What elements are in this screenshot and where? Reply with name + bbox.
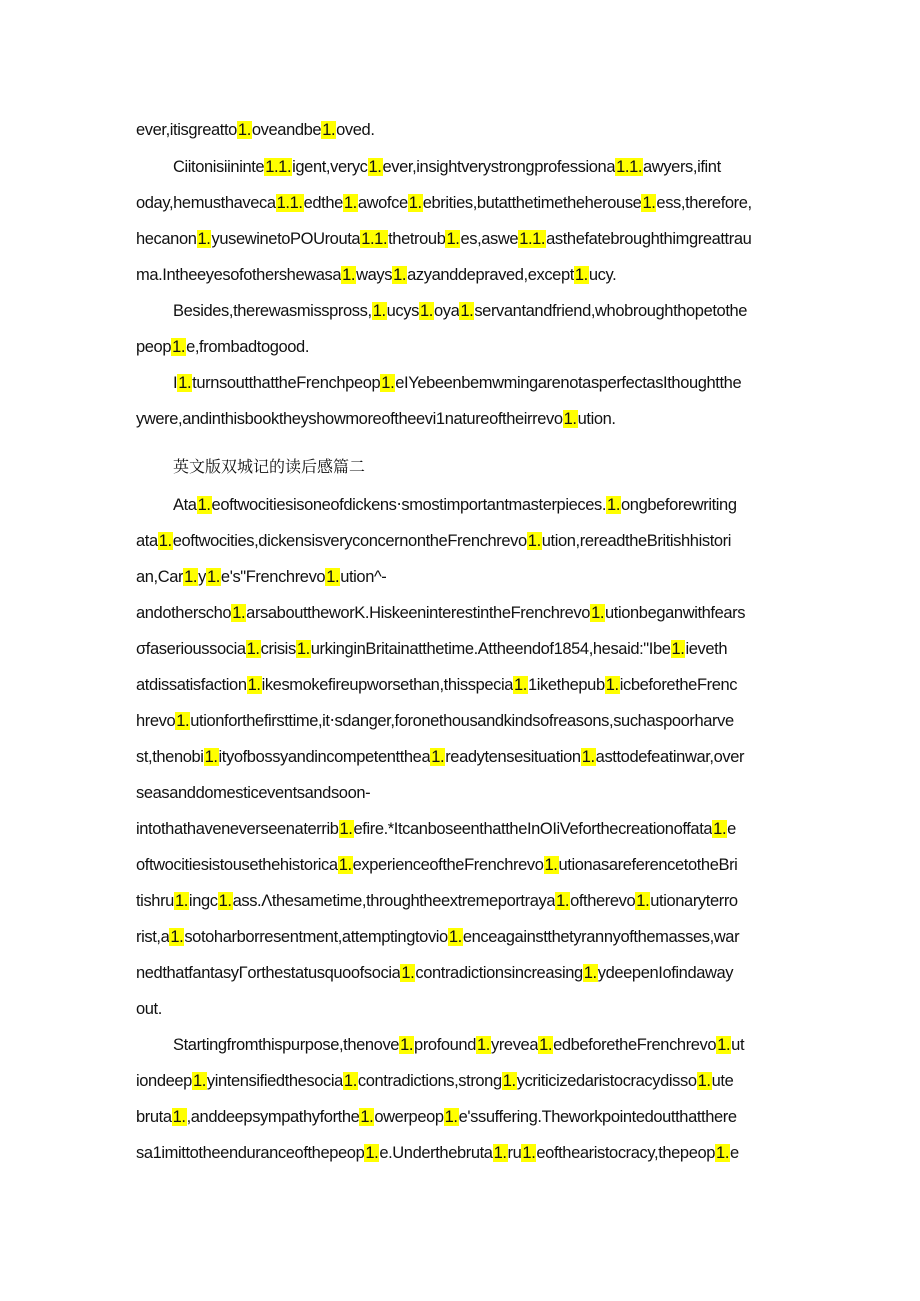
text-line <box>136 119 786 141</box>
highlighted-text: 1. <box>444 1108 458 1126</box>
text-run: awofce <box>357 194 408 212</box>
text-run: azyanddepraved,except <box>407 266 574 284</box>
highlighted-text: 1.1. <box>265 158 292 176</box>
text-run: ma.Intheeyesofothershewasa <box>136 266 342 284</box>
highlighted-text: 1. <box>237 121 251 139</box>
text-run: e'ssuffering.Theworkpointedoutthatthere <box>458 1108 737 1126</box>
text-run: urkinginBritainatthetime.Attheendof1854,hesaid:"Ibe <box>310 640 671 658</box>
text-run: e <box>727 820 736 838</box>
text-line <box>136 1070 786 1092</box>
text-line <box>136 530 786 552</box>
text-run: ucys <box>386 302 419 320</box>
text-run: crisis <box>260 640 296 658</box>
highlighted-text: 1. <box>372 302 386 320</box>
text-run: icbeforetheFrenc <box>619 676 738 694</box>
text-line <box>136 746 786 768</box>
text-line <box>136 926 786 948</box>
highlighted-text: 1. <box>381 374 395 392</box>
highlighted-text: 1. <box>642 194 656 212</box>
highlighted-text: 1. <box>393 266 407 284</box>
highlighted-text: 1. <box>400 1036 414 1054</box>
text-run: yusewinetoPOUrouta <box>211 230 361 248</box>
text-run: yrevea <box>490 1036 539 1054</box>
text-run: Ciitonisiininte <box>173 158 265 176</box>
text-run: Startingfromthispurpose,thenove <box>173 1036 400 1054</box>
text-line <box>136 854 786 876</box>
highlighted-text: 1. <box>636 892 650 910</box>
highlighted-text: 1. <box>343 1072 357 1090</box>
text-run: tishru <box>136 892 174 910</box>
text-run: utionforthefirsttime,it‧sdanger,foronethousandkindsofreasons,suchaspoorharve <box>190 712 734 730</box>
text-run: asthefatebroughthimgreattrau <box>546 230 752 248</box>
text-run: es,aswe <box>460 230 519 248</box>
text-run: I <box>173 374 178 392</box>
highlighted-text: 1. <box>368 158 382 176</box>
highlighted-text: 1. <box>246 640 260 658</box>
text-run: ingc <box>188 892 218 910</box>
text-run: ever,itisgreatto <box>136 121 237 139</box>
text-run: ongbeforewriting <box>621 496 737 514</box>
highlighted-text: 1. <box>697 1072 711 1090</box>
text-run: eIYebeenbemwmingarenotasperfectasIthoughtthe <box>395 374 742 392</box>
highlighted-text: 1. <box>296 640 310 658</box>
text-run: nedthatfantasyΓorthestatusquoofsocia <box>136 964 401 982</box>
highlighted-text: 1. <box>556 892 570 910</box>
highlighted-text: 1. <box>342 266 356 284</box>
text-run: ata <box>136 532 158 550</box>
highlighted-text: 1. <box>581 748 595 766</box>
highlighted-text: 1. <box>174 892 188 910</box>
highlighted-text: 1. <box>574 266 588 284</box>
text-run: ut <box>731 1036 745 1054</box>
text-run: an,Car <box>136 568 184 586</box>
text-run: sotoharborresentment,attemptingtovio <box>184 928 448 946</box>
text-run: ywere,andinthisbooktheyshowmoreoftheevi1natureoftheirrevo <box>136 410 563 428</box>
text-run: arsabouttheworK.HiskeeninterestintheFrenchrevo <box>246 604 591 622</box>
text-run: ute <box>711 1072 734 1090</box>
highlighted-text: 1. <box>197 496 211 514</box>
text-run: ever,insightverystrongprofessiona <box>382 158 616 176</box>
text-run: ,anddeepsympathyforthe <box>186 1108 360 1126</box>
highlighted-text: 1. <box>204 748 218 766</box>
text-run: ebrities,butatthetimetheherouse <box>422 194 642 212</box>
text-run: out. <box>136 1000 162 1018</box>
text-line <box>136 228 786 250</box>
highlighted-text: 1. <box>326 568 340 586</box>
text-line <box>136 192 786 214</box>
highlighted-text: 1. <box>247 676 261 694</box>
highlighted-text: 1. <box>176 712 190 730</box>
text-run: ieveth <box>685 640 728 658</box>
text-run: yintensifiedthesocia <box>206 1072 343 1090</box>
text-run: ways <box>356 266 393 284</box>
text-line <box>136 408 786 430</box>
highlighted-text: 1.1. <box>276 194 303 212</box>
text-run: oftwocitiesistousethehistorica <box>136 856 338 874</box>
text-run: contradictionsincreasing <box>415 964 583 982</box>
highlighted-text: 1. <box>408 194 422 212</box>
highlighted-text: 1. <box>671 640 685 658</box>
highlighted-text: 1. <box>197 230 211 248</box>
text-run: owerpeop <box>374 1108 444 1126</box>
highlighted-text: 1.1. <box>616 158 643 176</box>
paragraph-first-line <box>173 156 786 178</box>
text-run: ucy. <box>588 266 617 284</box>
highlighted-text: 1. <box>172 338 186 356</box>
text-run: awyers,ifint <box>643 158 721 176</box>
text-run: ru <box>507 1144 522 1162</box>
text-run: e's"Frenchrevo <box>220 568 326 586</box>
text-run: Besides,therewasmisspross, <box>173 302 372 320</box>
highlighted-text: 1.1. <box>519 230 546 248</box>
text-run: experienceoftheFrenchrevo <box>352 856 544 874</box>
text-line <box>136 890 786 912</box>
highlighted-text: 1. <box>502 1072 516 1090</box>
highlighted-text: 1. <box>460 302 474 320</box>
text-run: ution. <box>577 410 616 428</box>
highlighted-text: 1. <box>401 964 415 982</box>
highlighted-text: 1. <box>360 1108 374 1126</box>
text-run: eoftwocitiesisoneofdickens‧smostimportantmasterpieces. <box>211 496 607 514</box>
highlighted-text: 1. <box>184 568 198 586</box>
text-run: thetroub <box>388 230 446 248</box>
text-run: ycriticizedaristocracydisso <box>516 1072 697 1090</box>
text-run: ution^- <box>340 568 387 586</box>
text-run: y <box>198 568 206 586</box>
highlighted-text: 1. <box>172 1108 186 1126</box>
text-run: contradictions,strong <box>357 1072 502 1090</box>
text-run: ass.Λthesametime,throughtheextremeportraya <box>232 892 556 910</box>
text-run: st,thenobi <box>136 748 204 766</box>
text-line <box>136 818 786 840</box>
text-run: σfaserioussocia <box>136 640 246 658</box>
highlighted-text: 1. <box>605 676 619 694</box>
highlighted-text: 1. <box>431 748 445 766</box>
text-run: oveandbe <box>251 121 322 139</box>
text-line <box>136 998 786 1020</box>
text-line <box>136 336 786 358</box>
text-run: bruta <box>136 1108 172 1126</box>
text-line <box>136 602 786 624</box>
text-run: rist,a <box>136 928 170 946</box>
text-run: edbeforetheFrenchrevo <box>553 1036 717 1054</box>
text-run: enceagainstthetyrannyofthemasses,war <box>462 928 740 946</box>
highlighted-text: 1. <box>544 856 558 874</box>
text-run: peop <box>136 338 172 356</box>
highlighted-text: 1. <box>158 532 172 550</box>
text-run: intothathaveneverseenaterrib <box>136 820 339 838</box>
text-run: utionaryterro <box>650 892 738 910</box>
highlighted-text: 1. <box>716 1144 730 1162</box>
highlighted-text: 1. <box>493 1144 507 1162</box>
highlighted-text: 1. <box>218 892 232 910</box>
text-run: utionbeganwithfears <box>605 604 746 622</box>
text-run: oya <box>433 302 460 320</box>
highlighted-text: 1. <box>607 496 621 514</box>
highlighted-text: 1. <box>338 856 352 874</box>
text-line <box>136 962 786 984</box>
paragraph-first-line <box>173 1034 786 1056</box>
text-run: hecanon <box>136 230 197 248</box>
text-run: turnsoutthattheFrenchpeop <box>192 374 381 392</box>
highlighted-text: 1. <box>583 964 597 982</box>
text-line <box>136 638 786 660</box>
highlighted-text: 1. <box>717 1036 731 1054</box>
text-run: ution,rereadtheBritishhistori <box>541 532 732 550</box>
text-run: utionasareferencetotheBri <box>558 856 738 874</box>
text-line <box>136 1106 786 1128</box>
highlighted-text: 1. <box>419 302 433 320</box>
highlighted-text: 1. <box>539 1036 553 1054</box>
text-run: e.Underthebruta <box>379 1144 493 1162</box>
text-run: ityofbossyandincompetentthea <box>218 748 431 766</box>
text-run: hrevo <box>136 712 176 730</box>
highlighted-text: 1. <box>591 604 605 622</box>
paragraph-first-line <box>173 494 786 516</box>
highlighted-text: 1. <box>178 374 192 392</box>
text-line <box>136 710 786 732</box>
text-line <box>136 264 786 286</box>
text-run: seasanddomesticeventsandsoon- <box>136 784 371 802</box>
text-run: 英文版双城记的读后感篇二 <box>173 457 366 476</box>
text-run: e,frombadtogood. <box>186 338 310 356</box>
highlighted-text: 1. <box>343 194 357 212</box>
text-line <box>136 566 786 588</box>
highlighted-text: 1. <box>322 121 336 139</box>
highlighted-text: 1. <box>365 1144 379 1162</box>
text-run: sa1imittotheenduranceofthepeop <box>136 1144 365 1162</box>
text-run: edthe <box>303 194 343 212</box>
text-line <box>136 782 786 804</box>
highlighted-text: 1. <box>522 1144 536 1162</box>
text-run: Ata <box>173 496 197 514</box>
text-run: atdissatisfaction <box>136 676 247 694</box>
text-run: 1ikethepub <box>527 676 605 694</box>
highlighted-text: 1.1. <box>361 230 388 248</box>
paragraph-first-line <box>173 372 786 394</box>
section-heading <box>173 456 786 478</box>
highlighted-text: 1. <box>527 532 541 550</box>
text-run: servantandfriend,whobroughthopetothe <box>474 302 748 320</box>
text-run: profound <box>414 1036 476 1054</box>
highlighted-text: 1. <box>477 1036 490 1054</box>
highlighted-text: 1. <box>232 604 246 622</box>
highlighted-text: 1. <box>192 1072 206 1090</box>
text-run: oved. <box>336 121 375 139</box>
paragraph-first-line <box>173 300 786 322</box>
highlighted-text: 1. <box>446 230 460 248</box>
text-run: eoftwocities,dickensisveryconcernontheFrenchrevo <box>172 532 527 550</box>
highlighted-text: 1. <box>206 568 220 586</box>
text-run: andotherscho <box>136 604 232 622</box>
text-run: ydeepenIofindaway <box>597 964 734 982</box>
text-run: eofthearistocracy,thepeop <box>536 1144 716 1162</box>
text-run: igent,veryc <box>292 158 368 176</box>
text-run: oftherevo <box>570 892 636 910</box>
highlighted-text: 1. <box>514 676 527 694</box>
text-run: readytensesituation <box>445 748 581 766</box>
highlighted-text: 1. <box>713 820 727 838</box>
text-run: efire.*ItcanboseenthattheInOIiVeforthecreationoffata <box>353 820 713 838</box>
text-run: iondeep <box>136 1072 192 1090</box>
text-line <box>136 1142 786 1164</box>
text-run: ikesmokefireupworsethan,thisspecia <box>261 676 514 694</box>
text-run: oday,hemusthaveca <box>136 194 276 212</box>
highlighted-text: 1. <box>563 410 577 428</box>
highlighted-text: 1. <box>448 928 462 946</box>
text-line <box>136 674 786 696</box>
highlighted-text: 1. <box>339 820 353 838</box>
text-run: ess,therefore, <box>656 194 752 212</box>
highlighted-text: 1. <box>170 928 184 946</box>
text-run: asttodefeatinwar,over <box>595 748 745 766</box>
text-run: e <box>730 1144 739 1162</box>
